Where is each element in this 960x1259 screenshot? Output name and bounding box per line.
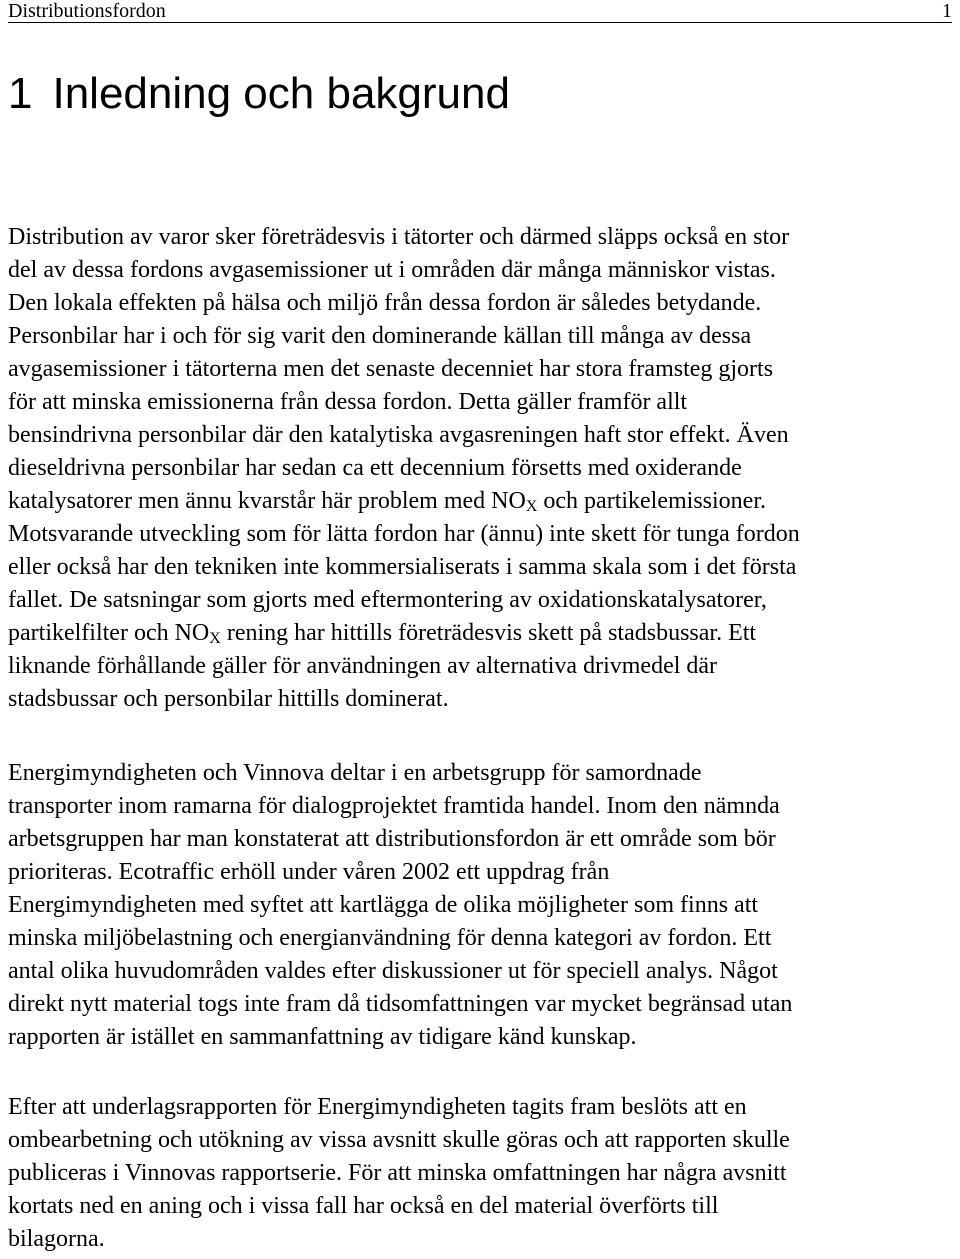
paragraph-line: eller också har den tekniken inte kommersialiserats i samma skala som i det första [8, 554, 797, 580]
chapter-number: 1 [8, 69, 33, 118]
paragraph-line: prioriteras. Ecotraffic erhöll under våren 2002 ett uppdrag från [8, 859, 610, 885]
subscript: X [209, 630, 221, 647]
paragraph-line: Efter att underlagsrapporten för Energimyndigheten tagits fram beslöts att en [8, 1094, 747, 1120]
paragraph-line: antal olika huvudområden valdes efter diskussioner ut för speciell analys. Något [8, 958, 778, 984]
line-text: rening har hittills företrädesvis skett på stadsbussar. Ett [220, 620, 757, 646]
header-title: Distributionsfordon [8, 0, 166, 22]
chapter-title: Inledning och bakgrund [52, 69, 510, 118]
paragraph-line: dieseldrivna personbilar har sedan ca ett decennium försetts med oxiderande [8, 455, 742, 481]
paragraph-line: avgasemissioner i tätorterna men det senaste decenniet har stora framsteg gjorts [8, 356, 774, 382]
paragraph-3 [8, 1091, 960, 1256]
paragraph-line: för att minska emissionerna från dessa fordon. Detta gäller framför allt [8, 389, 688, 415]
paragraph-line: minska miljöbelastning och energianvändning för denna kategori av fordon. Ett [8, 925, 772, 951]
paragraph-line: kortats ned en aning och i vissa fall har också en del material överförts till [8, 1193, 719, 1219]
paragraph-line: publiceras i Vinnovas rapportserie. För att minska omfattningen har några avsnitt [8, 1160, 787, 1186]
paragraph-line: Motsvarande utveckling som för lätta fordon har (ännu) inte skett för tunga fordon [8, 521, 800, 547]
paragraph-line: rapporten är istället en sammanfattning av tidigare känd kunskap. [8, 1024, 637, 1050]
paragraph-line [8, 617, 960, 650]
paragraph-2 [8, 757, 960, 1054]
paragraph-line: bensindrivna personbilar där den katalytiska avgasreningen haft stor effekt. Även [8, 422, 789, 448]
line-text: och partikelemissioner. [537, 488, 766, 514]
line-text: partikelfilter och NO [8, 620, 210, 646]
paragraph-line: Energimyndigheten med syftet att kartlägga de olika möjligheter som finns att [8, 892, 759, 918]
line-text: katalysatorer men ännu kvarstår här problem med NO [8, 488, 526, 514]
paragraph-line: ombearbetning och utökning av vissa avsnitt skulle göras och att rapporten skulle [8, 1127, 790, 1153]
header-page-number: 1 [942, 0, 952, 22]
paragraph-line: stadsbussar och personbilar hittills dominerat. [8, 686, 449, 712]
paragraph-line: Personbilar har i och för sig varit den dominerande källan till många av dessa [8, 323, 752, 349]
paragraph-line: direkt nytt material togs inte fram då tidsomfattningen var mycket begränsad utan [8, 991, 793, 1017]
paragraph-line: del av dessa fordons avgasemissioner ut i områden där många människor vistas. [8, 257, 776, 283]
paragraph-line: fallet. De satsningar som gjorts med eftermontering av oxidationskatalysatorer, [8, 587, 767, 613]
paragraph-line [8, 485, 960, 518]
chapter-heading [8, 66, 510, 122]
running-header [8, 0, 952, 23]
paragraph-line: arbetsgruppen har man konstaterat att distributionsfordon är ett område som bör [8, 826, 776, 852]
paragraph-1 [8, 221, 960, 716]
paragraph-line: Distribution av varor sker företrädesvis i tätorter och därmed släpps också en stor [8, 224, 790, 250]
paragraph-line: liknande förhållande gäller för användningen av alternativa drivmedel där [8, 653, 718, 679]
subscript: X [525, 498, 538, 515]
paragraph-line: transporter inom ramarna för dialogprojektet framtida handel. Inom den nämnda [8, 793, 780, 819]
paragraph-line: bilagorna. [8, 1226, 105, 1252]
paragraph-line: Den lokala effekten på hälsa och miljö från dessa fordon är således betydande. [8, 290, 762, 316]
paragraph-line: Energimyndigheten och Vinnova deltar i en arbetsgrupp för samordnade [8, 760, 702, 786]
